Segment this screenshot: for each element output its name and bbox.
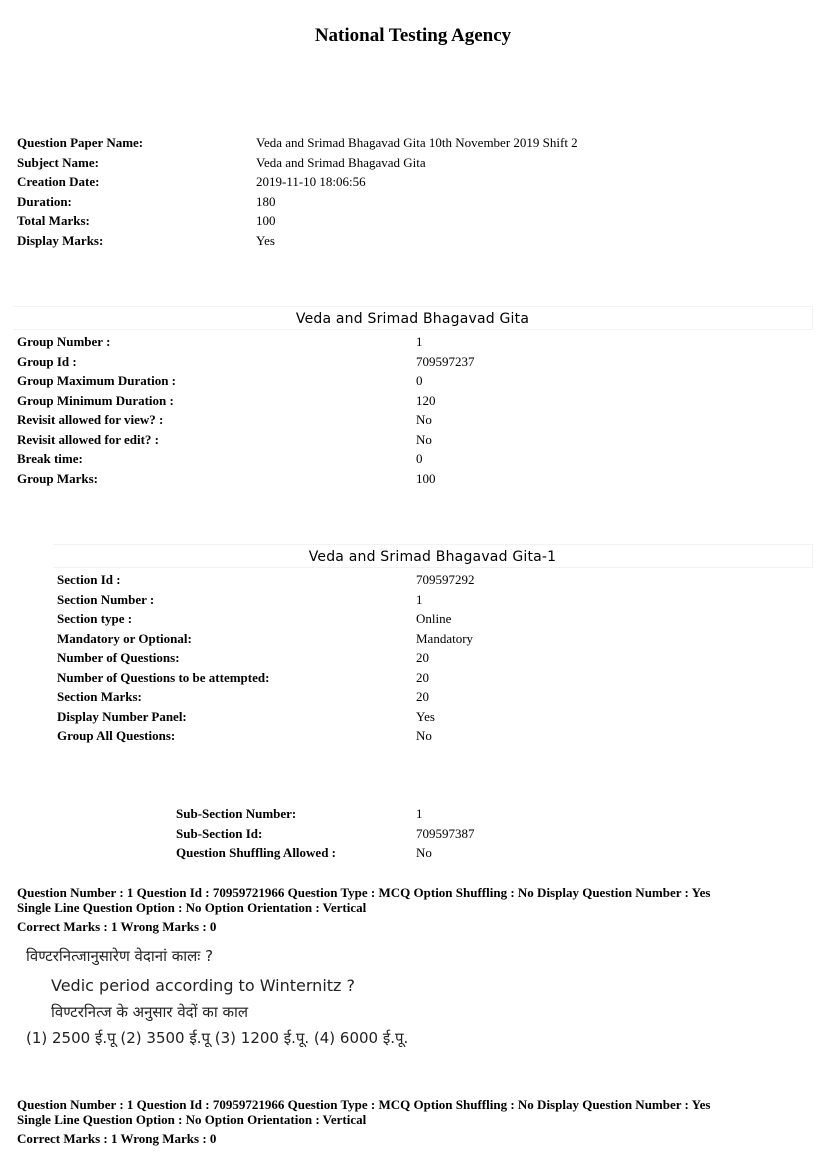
field-label: Section Number : xyxy=(57,591,155,607)
question-text-hindi: विण्टरनित्ज के अनुसार वेदों का काल xyxy=(51,1003,249,1021)
field-label: Sub-Section Id: xyxy=(176,825,263,841)
question-options: (1) 2500 ई.पू (2) 3500 ई.पू (3) 1200 ई.पू. (4) 6000 ई.पू. xyxy=(26,1029,409,1047)
section-field-row xyxy=(57,687,807,707)
group-info-table xyxy=(17,332,807,488)
field-label: Number of Questions to be attempted: xyxy=(57,669,270,685)
creation-date-row xyxy=(17,172,807,192)
field-value: 709597237 xyxy=(416,353,475,369)
field-value: 1 xyxy=(416,591,423,607)
field-value: Yes xyxy=(416,708,435,724)
field-label: Group Number : xyxy=(17,334,111,349)
display-marks-row xyxy=(17,231,807,251)
field-label: Total Marks: xyxy=(17,213,90,228)
field-label: Section Id : xyxy=(57,572,121,587)
field-value: No xyxy=(416,845,432,860)
question-options-meta: Single Line Question Option : No Option Orientation : Vertical xyxy=(17,1111,367,1127)
group-field-row xyxy=(17,352,807,372)
section-title-band: Veda and Srimad Bhagavad Gita-1 xyxy=(53,544,813,568)
field-label: Display Marks: xyxy=(17,232,104,248)
field-value: 100 xyxy=(416,470,436,486)
field-label: Group Id : xyxy=(17,353,77,369)
group-field-row xyxy=(17,449,807,469)
group-field-row xyxy=(17,469,807,489)
group-field-row xyxy=(17,371,807,391)
field-label: Creation Date: xyxy=(17,174,100,189)
field-value: 20 xyxy=(416,650,429,665)
field-value: Veda and Srimad Bhagavad Gita xyxy=(256,154,426,170)
field-label: Group Marks: xyxy=(17,470,99,486)
field-value: Online xyxy=(416,611,452,626)
question-marks: Correct Marks : 1 Wrong Marks : 0 xyxy=(17,919,217,934)
paper-name-row xyxy=(17,133,807,153)
field-value: No xyxy=(416,431,432,447)
subsection-field-row xyxy=(176,824,806,844)
section-field-row xyxy=(57,648,807,668)
section-field-row xyxy=(57,668,807,688)
field-label: Group Minimum Duration : xyxy=(17,392,174,408)
field-value: 2019-11-10 18:06:56 xyxy=(256,174,366,189)
paper-info-table xyxy=(17,133,807,250)
field-value: 1 xyxy=(416,806,423,821)
section-field-row xyxy=(57,707,807,727)
field-label: Sub-Section Number: xyxy=(176,806,297,821)
group-field-row xyxy=(17,430,807,450)
field-label: Revisit allowed for edit? : xyxy=(17,431,160,447)
total-marks-row xyxy=(17,211,807,231)
field-label: Group Maximum Duration : xyxy=(17,373,177,388)
field-value: Yes xyxy=(256,232,275,248)
question-text-sanskrit: विण्टरनित्जानुसारेण वेदानां कालः ? xyxy=(26,947,214,965)
field-label: Section type : xyxy=(57,611,133,626)
field-value: Mandatory xyxy=(416,630,474,646)
subsection-field-row xyxy=(176,804,806,824)
question-marks: Correct Marks : 1 Wrong Marks : 0 xyxy=(17,1131,217,1146)
field-value: 100 xyxy=(256,213,276,228)
field-label: Section Marks: xyxy=(57,689,142,704)
section-info-table xyxy=(57,570,807,746)
field-value: 20 xyxy=(416,669,429,685)
question-meta-line: Question Number : 1 Question Id : 70959721966 Question Type : MCQ Option Shuffling : No Display Question Number : Yes xyxy=(17,885,711,900)
field-value: 0 xyxy=(416,373,423,388)
question-options-meta: Single Line Question Option : No Option Orientation : Vertical xyxy=(17,899,367,915)
field-value: 180 xyxy=(256,193,276,209)
group-title-band: Veda and Srimad Bhagavad Gita xyxy=(13,306,813,330)
field-label: Group All Questions: xyxy=(57,728,176,743)
field-label: Mandatory or Optional: xyxy=(57,630,192,646)
section-field-row xyxy=(57,726,807,746)
field-label: Duration: xyxy=(17,193,72,209)
question-text-english: Vedic period according to Winternitz ? xyxy=(51,976,356,995)
section-field-row xyxy=(57,570,807,590)
question-2-header xyxy=(17,1098,807,1147)
group-field-row xyxy=(17,410,807,430)
group-field-row xyxy=(17,332,807,352)
field-label: Number of Questions: xyxy=(57,650,180,665)
field-label: Question Paper Name: xyxy=(17,135,144,150)
section-field-row xyxy=(57,629,807,649)
section-field-row xyxy=(57,609,807,629)
subsection-field-row xyxy=(176,843,806,863)
field-value: 0 xyxy=(416,451,423,466)
field-value: 1 xyxy=(416,334,423,349)
field-label: Subject Name: xyxy=(17,154,99,170)
group-field-row xyxy=(17,391,807,411)
field-label: Revisit allowed for view? : xyxy=(17,412,164,427)
question-1-header xyxy=(17,886,807,935)
field-label: Break time: xyxy=(17,451,83,466)
field-value: 709597292 xyxy=(416,572,475,587)
field-label: Display Number Panel: xyxy=(57,708,187,724)
field-value: 709597387 xyxy=(416,825,475,841)
section-field-row xyxy=(57,590,807,610)
question-meta-line: Question Number : 1 Question Id : 70959721966 Question Type : MCQ Option Shuffling : No Display Question Number : Yes xyxy=(17,1097,711,1112)
subsection-info-table xyxy=(176,804,806,863)
duration-row xyxy=(17,192,807,212)
field-value: No xyxy=(416,412,432,427)
subject-name-row xyxy=(17,153,807,173)
field-label: Question Shuffling Allowed : xyxy=(176,845,337,860)
page-title: National Testing Agency xyxy=(314,25,512,46)
field-value: No xyxy=(416,728,432,743)
field-value: 20 xyxy=(416,689,429,704)
field-value: Veda and Srimad Bhagavad Gita 10th November 2019 Shift 2 xyxy=(256,135,578,150)
field-value: 120 xyxy=(416,392,436,408)
